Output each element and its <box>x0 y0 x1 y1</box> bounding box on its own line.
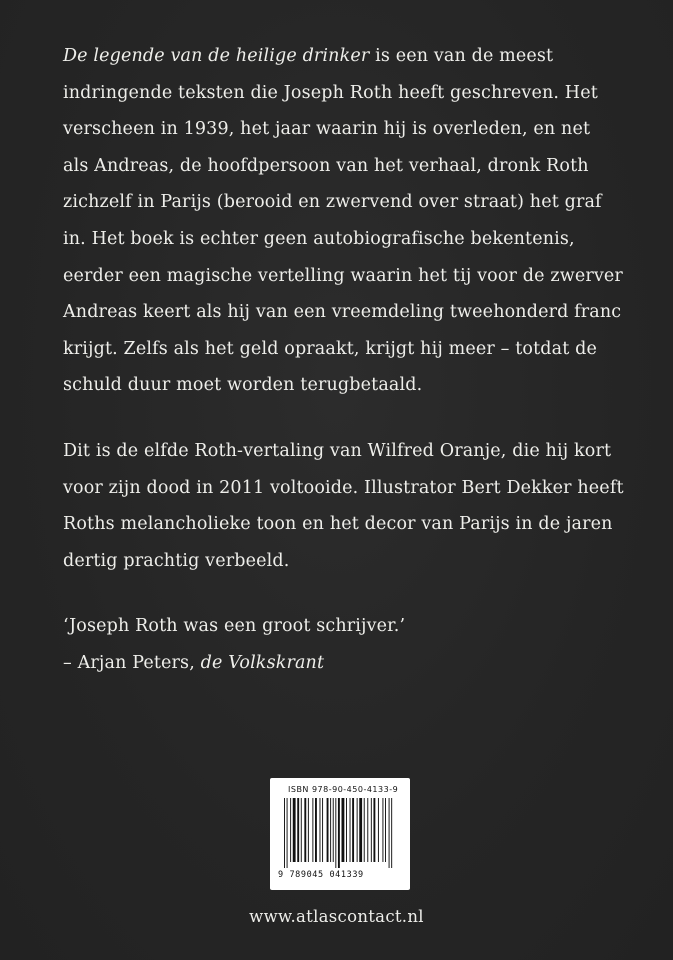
blurb-paragraph-1 <box>63 38 623 404</box>
ean-number <box>278 870 404 880</box>
publisher-website: www.atlascontact.nl <box>249 907 424 926</box>
blurb-line: voor zijn dood in 2011 voltooide. Illustrator Bert Dekker heeft <box>63 477 624 498</box>
quote-text: ‘Joseph Roth was een groot schrijver.’ <box>63 616 406 637</box>
blurb-line: krijgt. Zelfs als het geld opraakt, krijgt hij meer – totdat de <box>63 338 597 359</box>
isbn-label: ISBN 978-90-450-4133-9 <box>288 785 399 794</box>
blurb-line: indringende teksten die Joseph Roth heeft geschreven. Het <box>63 82 598 103</box>
barcode-bars <box>282 798 400 868</box>
blurb-line: eerder een magische vertelling waarin het tij voor de zwerver <box>63 265 623 286</box>
blurb-line: schuld duur moet worden terugbetaald. <box>63 375 423 396</box>
review-quote <box>63 608 623 681</box>
blurb-line: dertig prachtig verbeeld. <box>63 550 290 571</box>
blurb-line: in. Het boek is echter geen autobiografische bekentenis, <box>63 228 575 249</box>
quote-attribution: – Arjan Peters, de Volkskrant <box>63 652 325 673</box>
blurb-text <box>63 38 623 682</box>
ean-right-group: 041339 <box>329 870 364 880</box>
book-title: De legende van de heilige drinker <box>63 46 370 66</box>
ean-left-group: 789045 <box>289 870 324 880</box>
blurb-line: verscheen in 1939, het jaar waarin hij is overleden, en net <box>63 119 591 140</box>
blurb-line: Andreas keert als hij van een vreemdeling tweehonderd franc <box>63 302 622 323</box>
blurb-line: als Andreas, de hoofdpersoon van het verhaal, dronk Roth <box>63 155 589 176</box>
blurb-line: De legende van de heilige drinker is een van de meest <box>63 46 554 66</box>
ean-first-digit: 9 <box>278 870 284 880</box>
blurb-line: Roths melancholieke toon en het decor van Parijs in de jaren <box>63 514 613 535</box>
blurb-paragraph-2 <box>63 433 623 579</box>
blurb-line: zichzelf in Parijs (berooid en zwervend over straat) het graf <box>63 192 602 213</box>
quote-source: de Volkskrant <box>200 652 325 673</box>
blurb-line: Dit is de elfde Roth-vertaling van Wilfred Oranje, die hij kort <box>63 440 612 461</box>
isbn-barcode <box>270 778 410 890</box>
